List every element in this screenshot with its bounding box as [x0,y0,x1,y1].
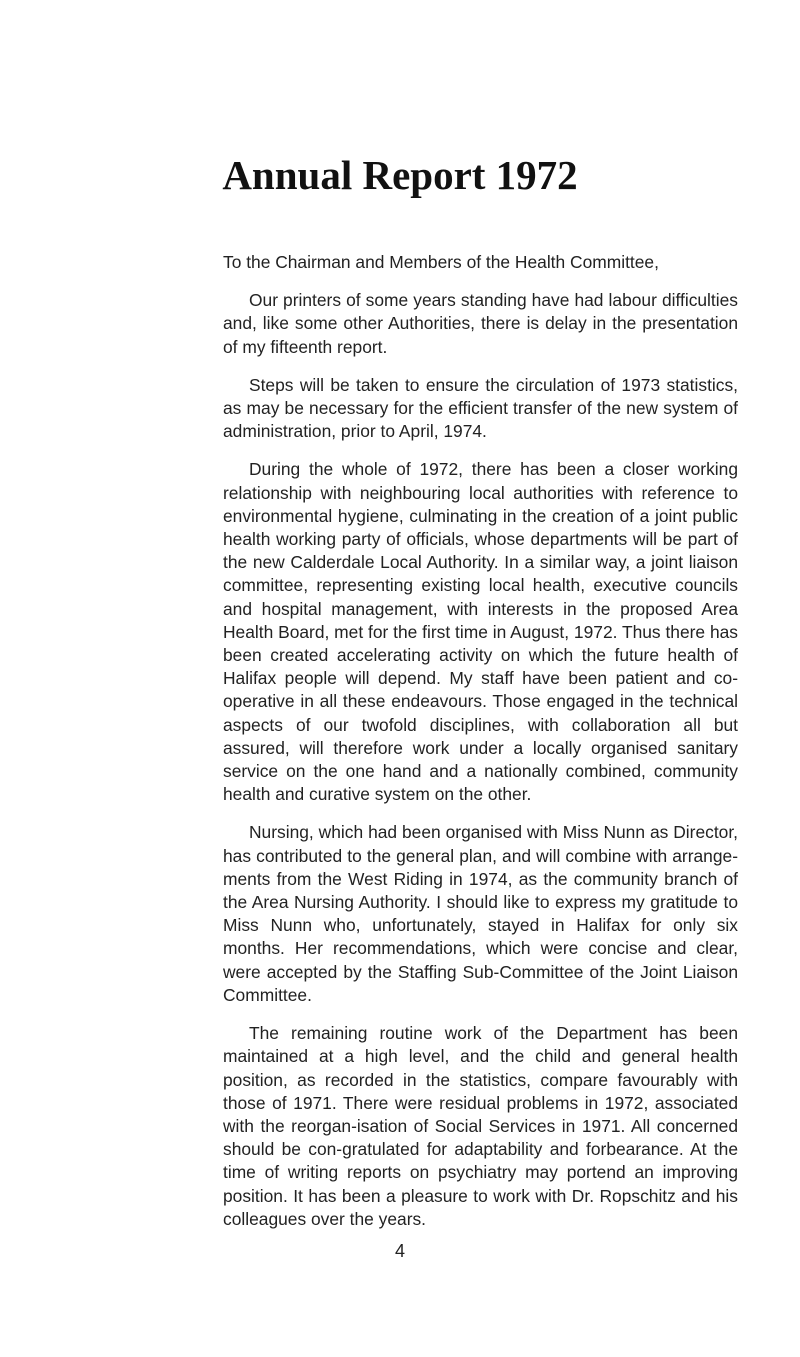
paragraph-routine-work: The remaining routine work of the Department has been maintained at a high level, and the child and general health position, as recorded in the statistics, compare favourably with those of 1971. There were residual problems in 1972, associated with the reorgan-isation of Social Services in 1971. All concerned should be con-gratulated for adaptability and forbearance. At the time of writing reports on psychiatry may portend an improving position. It has been a pleasure to work with Dr. Ropschitz and his colleagues over the years. [223,1023,738,1229]
page-title: Annual Report 1972 [222,152,578,198]
page-number: 4 [394,1241,405,1261]
paragraph-working-relationship: During the whole of 1972, there has been a closer working relationship with neighbouring local authorities with reference to environmental hygiene, culminating in the creation of a joint public health working party of officials, whose departments will be part of the new Calderdale Local Authority. In a similar way, a joint liaison committee, representing existing local health, executive councils and hospital management, with interests in the proposed Area Health Board, met for the first time in August, 1972. Thus there has been created accelerating activity on which the future health of Halifax people will depend. My staff have been patient and co-operative in all these endeavours. Those engaged in the technical aspects of our twofold disciplines, with collaboration all but assured, will therefore work under a locally organised sanitary service on the one hand and a nationally combined, community health and curative system on the other. [223,459,738,805]
paragraph-printers-delay: Our printers of some years standing have had labour difficulties and, like some other Authorities, there is delay in the presentation of my fifteenth report. [223,290,738,357]
paragraph-nursing: Nursing, which had been organised with Miss Nunn as Director, has contributed to the general plan, and will combine with arrange-ments from the West Riding in 1974, as the community branch of the Area Nursing Authority. I should like to express my gratitude to Miss Nunn who, unfortunately, stayed in Halifax for only six months. Her recommendations, which were concise and clear, were accepted by the Staffing Sub-Committee of the Joint Liaison Committee. [223,822,738,1005]
paragraph-statistics-circulation: Steps will be taken to ensure the circulation of 1973 statistics, as may be necessary for the efficient transfer of the new system of administration, prior to April, 1974. [223,374,738,442]
report-body [223,251,738,1246]
salutation: To the Chairman and Members of the Health Committee, [223,252,659,272]
